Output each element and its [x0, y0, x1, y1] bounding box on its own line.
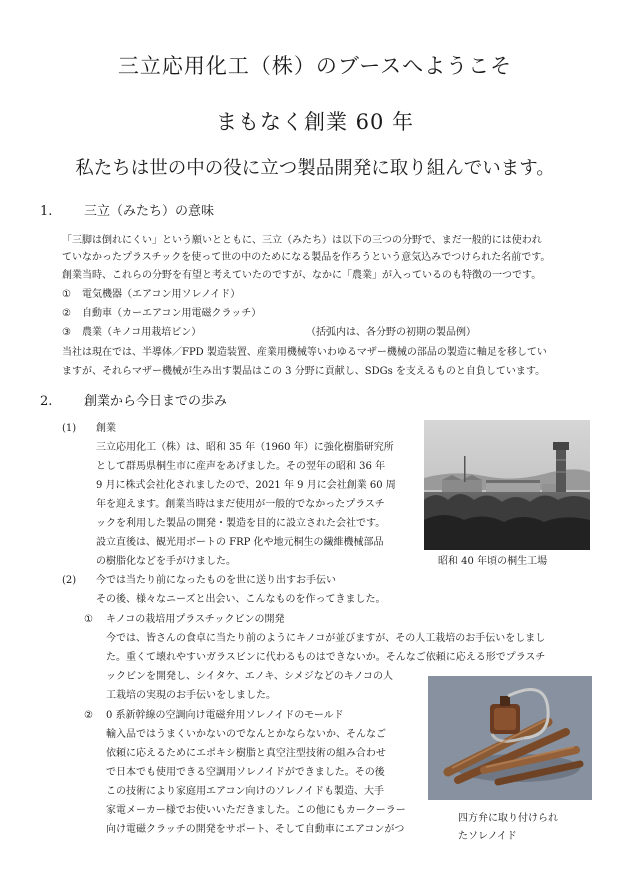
solenoid-photo	[428, 676, 592, 800]
field-marker: ②	[62, 308, 71, 319]
paragraph-line: この技術により家庭用エアコン向けのソレノイドも製造、大手	[106, 786, 384, 797]
paragraph-line: 三立応用化工（株）は、昭和 35 年（1960 年）に強化樹脂研究所	[96, 442, 394, 453]
section-1-heading	[40, 203, 440, 221]
item-title: キノコの栽培用プラスチックビンの開発	[106, 614, 285, 625]
paragraph-line: ックを利用した製品の開発・製造を目的に設立された会社です。	[96, 518, 386, 529]
section-title: 三立（みたち）の意味	[84, 204, 215, 219]
paragraph-line: 工栽培の実現のお手伝いをしました。	[106, 690, 276, 701]
subsection-title: 今では当たり前になったものを世に送り出すお手伝い	[96, 575, 336, 586]
field-item: 自動車（カーエアコン用電磁クラッチ）	[82, 308, 262, 319]
paragraph-line: 年を迎えます。創業当時はまだ使用が一般的でなかったプラスチ	[96, 499, 385, 510]
paragraph-line: 輸入品ではうまくいかないのでなんとかならないか、そんなご	[106, 729, 386, 740]
paragraph-line: として群馬県桐生市に産声をあげました。その翌年の昭和 36 年	[96, 461, 386, 472]
photo-caption: たソレノイド	[458, 831, 517, 842]
paragraph-line: 当社は現在では、半導体／FPD 製造装置、産業用機械等いわゆるマザー機械の部品の製造に軸足を移してい	[62, 347, 547, 358]
paragraph-line: た。重くて壊れやすいガラスビンに代わるものはできないか。そんなご依頼に応える形でプラスチ	[106, 652, 546, 663]
paragraph-line: 家電メーカー様でお使いいただきました。この他にもカークーラー	[106, 805, 406, 816]
photo-caption: 四方弁に取り付けられ	[458, 813, 558, 824]
paragraph-line: ますが、それらマザー機械が生み出す製品はこの 3 分野に貢献し、SDGs を支えるものと自負しています。	[62, 366, 546, 377]
page-title: 三立応用化工（株）のブースへようこそ	[117, 54, 513, 78]
paragraph-line: 向け電磁クラッチの開発をサポート、そして自動車にエアコンがつ	[106, 824, 405, 835]
paragraph-line: その後、様々なニーズと出会い、こんなものを作ってきました。	[96, 594, 386, 605]
subsection-title: 創業	[96, 423, 116, 434]
fields-note: （括弧内は、各分野の初期の製品例）	[306, 327, 476, 338]
photo-caption: 昭和 40 年頃の桐生工場	[438, 556, 548, 567]
paragraph-line: ていなかったプラスチックを使って世の中のためになる製品を作ろうという意気込みでつけられた名前です。	[62, 252, 551, 263]
paragraph-line: ックビンを開発し、シイタケ、エノキ、シメジなどのキノコの人	[106, 671, 393, 682]
paragraph-line: の樹脂化などを手がけました。	[96, 556, 236, 567]
paragraph-line: 9 月に株式会社化されましたので、2021 年 9 月に会社創業 60 周	[96, 480, 396, 491]
paragraph-line: 依頼に応えるためにエポキシ樹脂と真空注型技術の組み合わせ	[106, 748, 386, 759]
item-marker: ①	[84, 614, 93, 625]
field-marker: ③	[62, 327, 71, 338]
mission-statement: 私たちは世の中の役に立つ製品開発に取り組んでいます。	[75, 158, 555, 179]
paragraph-line: 「三脚は倒れにくい」という願いとともに、三立（みたち）は以下の三つの分野で、まだ一般的には使われ	[62, 235, 542, 246]
factory-photo	[424, 420, 590, 550]
item-title: 0 系新幹線の空調向け電磁弁用ソレノイドのモールド	[106, 710, 344, 721]
paragraph-line: で日本でも使用できる空調用ソレノイドができました。その後	[106, 767, 385, 778]
subsection-marker: (2)	[62, 575, 77, 586]
section-title: 創業から今日までの歩み	[84, 394, 228, 409]
field-item: 農業（キノコ用栽培ビン）	[82, 327, 202, 338]
section-number: 2.	[40, 394, 53, 409]
paragraph-line: 設立直後は、観光用ボートの FRP 化や地元桐生の繊維機械部品	[96, 537, 384, 548]
field-marker: ①	[62, 289, 71, 300]
paragraph-line: 今では、皆さんの食卓に当たり前のようにキノコが並びますが、その人工栽培のお手伝いをしまし	[106, 633, 546, 644]
field-item: 電気機器（エアコン用ソレノイド）	[82, 289, 241, 300]
item-marker: ②	[84, 710, 93, 721]
anniversary-heading: まもなく創業 60 年	[215, 110, 415, 134]
subsection-marker: (1)	[62, 423, 77, 434]
section-number: 1.	[40, 204, 53, 219]
section-2-heading	[40, 393, 440, 411]
paragraph-line: 創業当時、これらの分野を有望と考えていたのですが、なかに「農業」が入っているのも特徴の一つです。	[62, 270, 542, 281]
